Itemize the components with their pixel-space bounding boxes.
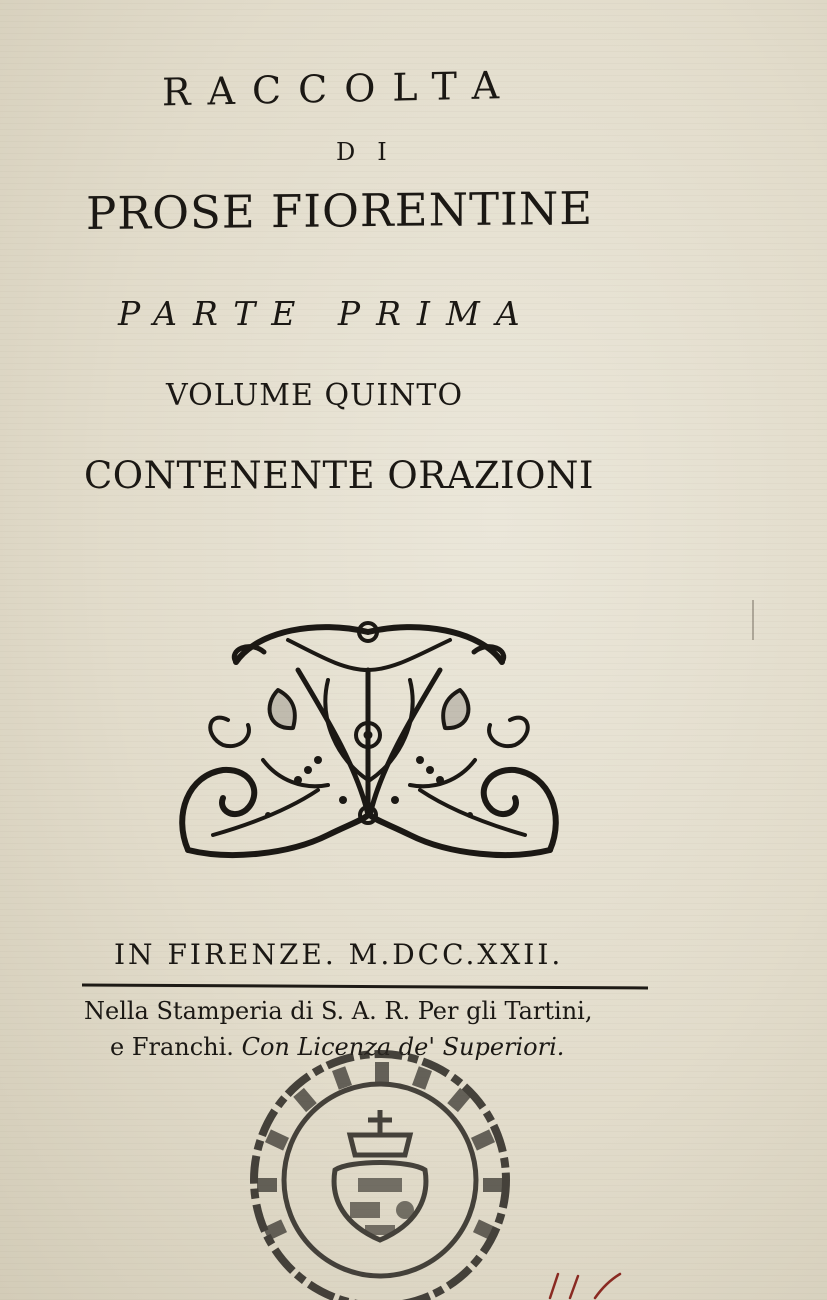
divider-rule — [82, 984, 648, 990]
handwritten-mark-icon — [540, 1270, 630, 1300]
title-prose-fiorentine: PROSE FIORENTINE — [86, 181, 594, 241]
printer-line-2-names: e Franchi. — [110, 1033, 234, 1061]
place-and-date: IN FIRENZE. M.DCC.XXII. — [114, 938, 564, 971]
license-note: Con Licenza de' Superiori. — [241, 1033, 565, 1061]
printer-line-1: Nella Stamperia di S. A. R. Per gli Tartini, — [84, 997, 593, 1025]
library-seal-icon — [240, 1050, 520, 1300]
title-di: DI — [336, 138, 409, 166]
volume-label: VOLUME QUINTO — [166, 378, 464, 413]
paper-crease — [752, 600, 754, 640]
contents-label: CONTENENTE ORAZIONI — [84, 454, 594, 497]
floral-scroll-ornament-icon — [168, 610, 570, 880]
title-raccolta: RACCOLTA — [162, 62, 517, 115]
part-label: PARTE PRIMA — [118, 294, 536, 333]
